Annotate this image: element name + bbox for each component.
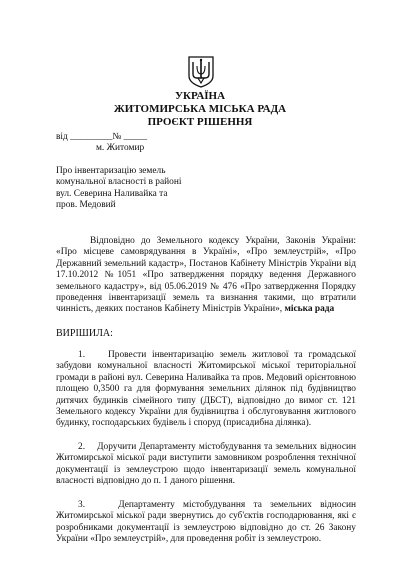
preamble-bold-text: міська рада [282, 304, 335, 315]
decision-item [56, 442, 356, 488]
date-number-line [56, 132, 147, 143]
subject-line: пров. Медовий [56, 200, 116, 211]
number-label: № [112, 132, 122, 142]
country-title: УКРАЇНА [174, 90, 226, 102]
item-number: 3. [78, 500, 86, 510]
preamble-paragraph [56, 236, 356, 316]
subject-line: Про інвентаризацію земель [56, 166, 166, 176]
item-number: 1. [78, 350, 86, 360]
preamble-text: Відповідно до Земельного кодексу України, Законів України: «Про місцеве самоврядування в Україні», «Про землеустрій», «Про Державний земельний кадастр», Постанов Кабінету Міністрів України від 17.10.2012 №1051 «Про затвердження порядку ведення Державного земельного кадастру», від 05.06.2019 № 476 «Про затвердження Порядку проведення інвентаризації земель та визнання такими, що втратили чинність, деяких постанов Кабінету Міністрів України», [56, 236, 356, 315]
coat-of-arms-icon [188, 56, 214, 88]
document-type-title: ПРОЄКТ РІШЕННЯ [147, 116, 253, 128]
city-name: м. Житомир [96, 143, 145, 153]
subject-block [56, 166, 256, 212]
subject-line: вул. Северина Наливайка та [56, 188, 168, 199]
from-label: від [56, 132, 68, 142]
item-text: Доручити Департаменту містобудування та земельних відносин Житомирської міської ради виступити замовником розроблення технічної документації із землеустрою щодо інвентаризації земель комунальної власності відповідно до п. 1 даного рішення. [56, 442, 357, 487]
decision-item [56, 500, 356, 546]
decision-item [56, 350, 356, 430]
number-blank: _____ [123, 132, 148, 142]
item-text: Провести інвентаризацію земель житлової та громадської забудови комунальної власності Житомирської міської територіальної громади в районі вул. Северина Наливайка та пров. Медовий орієнтовною площею 0,3500 га для формування земельних ділянок під будівництво дитячих будинків сімейного типу (ДБСТ), відповідно до вимог ст. 121 Земельного кодексу України для будівництва і обслуговування житлового будинку, господарських будівель і споруд (присадибна ділянка). [56, 350, 356, 429]
council-title: ЖИТОМИРСЬКА МІСЬКА РАДА [113, 103, 287, 115]
item-number: 2. [78, 442, 86, 452]
decided-heading: ВИРІШИЛА: [56, 328, 113, 339]
date-blank: _________ [70, 132, 113, 142]
subject-line: комунальної власності в районі [56, 177, 182, 188]
item-text: Департаменту містобудування та земельних відносин Житомирської міської ради звернутись до суб'єктів господарювання, які є розробниками документації із землеустрою відповідно до ст. 26 Закону України «Про землеустрій», для проведення робіт із землеустрою. [56, 500, 356, 545]
